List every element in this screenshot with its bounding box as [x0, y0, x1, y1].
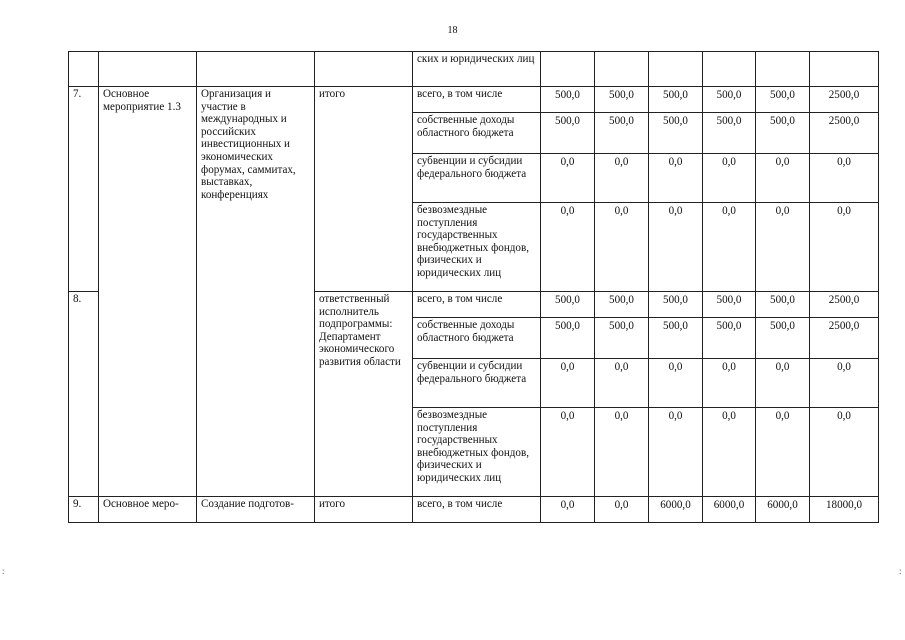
value-cell: 500,0 [541, 113, 595, 154]
event-name-cell: Создание подготов- [197, 497, 315, 523]
value-cell: 0,0 [595, 408, 649, 497]
value-cell: 500,0 [756, 292, 810, 318]
value-cell: 0,0 [703, 154, 756, 203]
value-cell: 500,0 [703, 292, 756, 318]
executor-cell: итого [315, 87, 413, 292]
value-cell: 0,0 [649, 408, 703, 497]
source-cell: ских и юридических лиц [413, 52, 541, 87]
value-cell: 500,0 [541, 318, 595, 359]
executor-cell: итого [315, 497, 413, 523]
row-number-cell: 8. [69, 292, 99, 497]
value-cell: 0,0 [649, 203, 703, 292]
value-cell [649, 52, 703, 87]
value-cell: 500,0 [649, 87, 703, 113]
value-cell: 0,0 [541, 154, 595, 203]
value-cell: 6000,0 [756, 497, 810, 523]
value-cell: 0,0 [595, 497, 649, 523]
total-cell: 0,0 [810, 359, 879, 408]
event-name-cell: Организация и участие в международных и российских инвестиционных и экономических форумах, саммитах, выставках, конференциях [197, 87, 315, 497]
table-row [69, 87, 879, 113]
value-cell: 6000,0 [703, 497, 756, 523]
value-cell: 500,0 [595, 292, 649, 318]
value-cell [595, 52, 649, 87]
value-cell: 500,0 [649, 318, 703, 359]
value-cell: 0,0 [541, 497, 595, 523]
executor-cell: ответственный исполнитель подпрограммы: Департамент экономического развития области [315, 292, 413, 497]
value-cell: 500,0 [703, 113, 756, 154]
source-cell: собственные доходы областного бюджета [413, 113, 541, 154]
value-cell: 0,0 [541, 408, 595, 497]
value-cell: 500,0 [756, 87, 810, 113]
value-cell: 0,0 [703, 203, 756, 292]
value-cell: 0,0 [541, 359, 595, 408]
value-cell: 0,0 [649, 359, 703, 408]
page-number: 18 [447, 25, 458, 36]
row-number-cell: 9. [69, 497, 99, 523]
source-cell: всего, в том числе [413, 87, 541, 113]
margin-mark-left: : [2, 566, 5, 576]
value-cell: 0,0 [649, 154, 703, 203]
source-cell: собственные доходы областного бюджета [413, 318, 541, 359]
event-cell: Основное меро- [99, 497, 197, 523]
source-cell: субвенции и субсидии федерального бюджета [413, 154, 541, 203]
value-cell: 500,0 [649, 113, 703, 154]
value-cell: 0,0 [756, 408, 810, 497]
value-cell: 0,0 [595, 154, 649, 203]
total-cell: 0,0 [810, 408, 879, 497]
value-cell: 0,0 [703, 408, 756, 497]
source-cell: всего, в том числе [413, 497, 541, 523]
value-cell: 500,0 [541, 292, 595, 318]
value-cell: 500,0 [595, 113, 649, 154]
value-cell: 500,0 [756, 113, 810, 154]
value-cell: 0,0 [595, 203, 649, 292]
value-cell: 0,0 [756, 203, 810, 292]
value-cell [541, 52, 595, 87]
event-cell [99, 52, 197, 87]
row-number-cell [69, 52, 99, 87]
value-cell: 500,0 [595, 87, 649, 113]
value-cell: 500,0 [756, 318, 810, 359]
executor-cell [315, 52, 413, 87]
value-cell: 0,0 [595, 359, 649, 408]
source-cell: безвозмездные поступления государственных внебюджетных фондов, физических и юридических лиц [413, 203, 541, 292]
source-cell: безвозмездные поступления государственных внебюджетных фондов, физических и юридических лиц [413, 408, 541, 497]
total-cell: 2500,0 [810, 87, 879, 113]
value-cell: 500,0 [541, 87, 595, 113]
budget-table [68, 51, 879, 523]
value-cell: 500,0 [649, 292, 703, 318]
total-cell: 2500,0 [810, 292, 879, 318]
value-cell [810, 52, 879, 87]
total-cell: 18000,0 [810, 497, 879, 523]
value-cell [756, 52, 810, 87]
value-cell: 0,0 [756, 154, 810, 203]
value-cell [703, 52, 756, 87]
value-cell: 500,0 [595, 318, 649, 359]
total-cell: 2500,0 [810, 113, 879, 154]
event-name-cell [197, 52, 315, 87]
value-cell: 6000,0 [649, 497, 703, 523]
margin-mark-right: : [899, 566, 902, 576]
total-cell: 2500,0 [810, 318, 879, 359]
event-cell: Основное мероприятие 1.3 [99, 87, 197, 497]
total-cell: 0,0 [810, 203, 879, 292]
value-cell: 0,0 [703, 359, 756, 408]
row-number-cell: 7. [69, 87, 99, 292]
value-cell: 0,0 [756, 359, 810, 408]
value-cell: 0,0 [541, 203, 595, 292]
source-cell: всего, в том числе [413, 292, 541, 318]
table-row [69, 52, 879, 87]
total-cell: 0,0 [810, 154, 879, 203]
value-cell: 500,0 [703, 87, 756, 113]
value-cell: 500,0 [703, 318, 756, 359]
table-row [69, 497, 879, 523]
source-cell: субвенции и субсидии федерального бюджета [413, 359, 541, 408]
